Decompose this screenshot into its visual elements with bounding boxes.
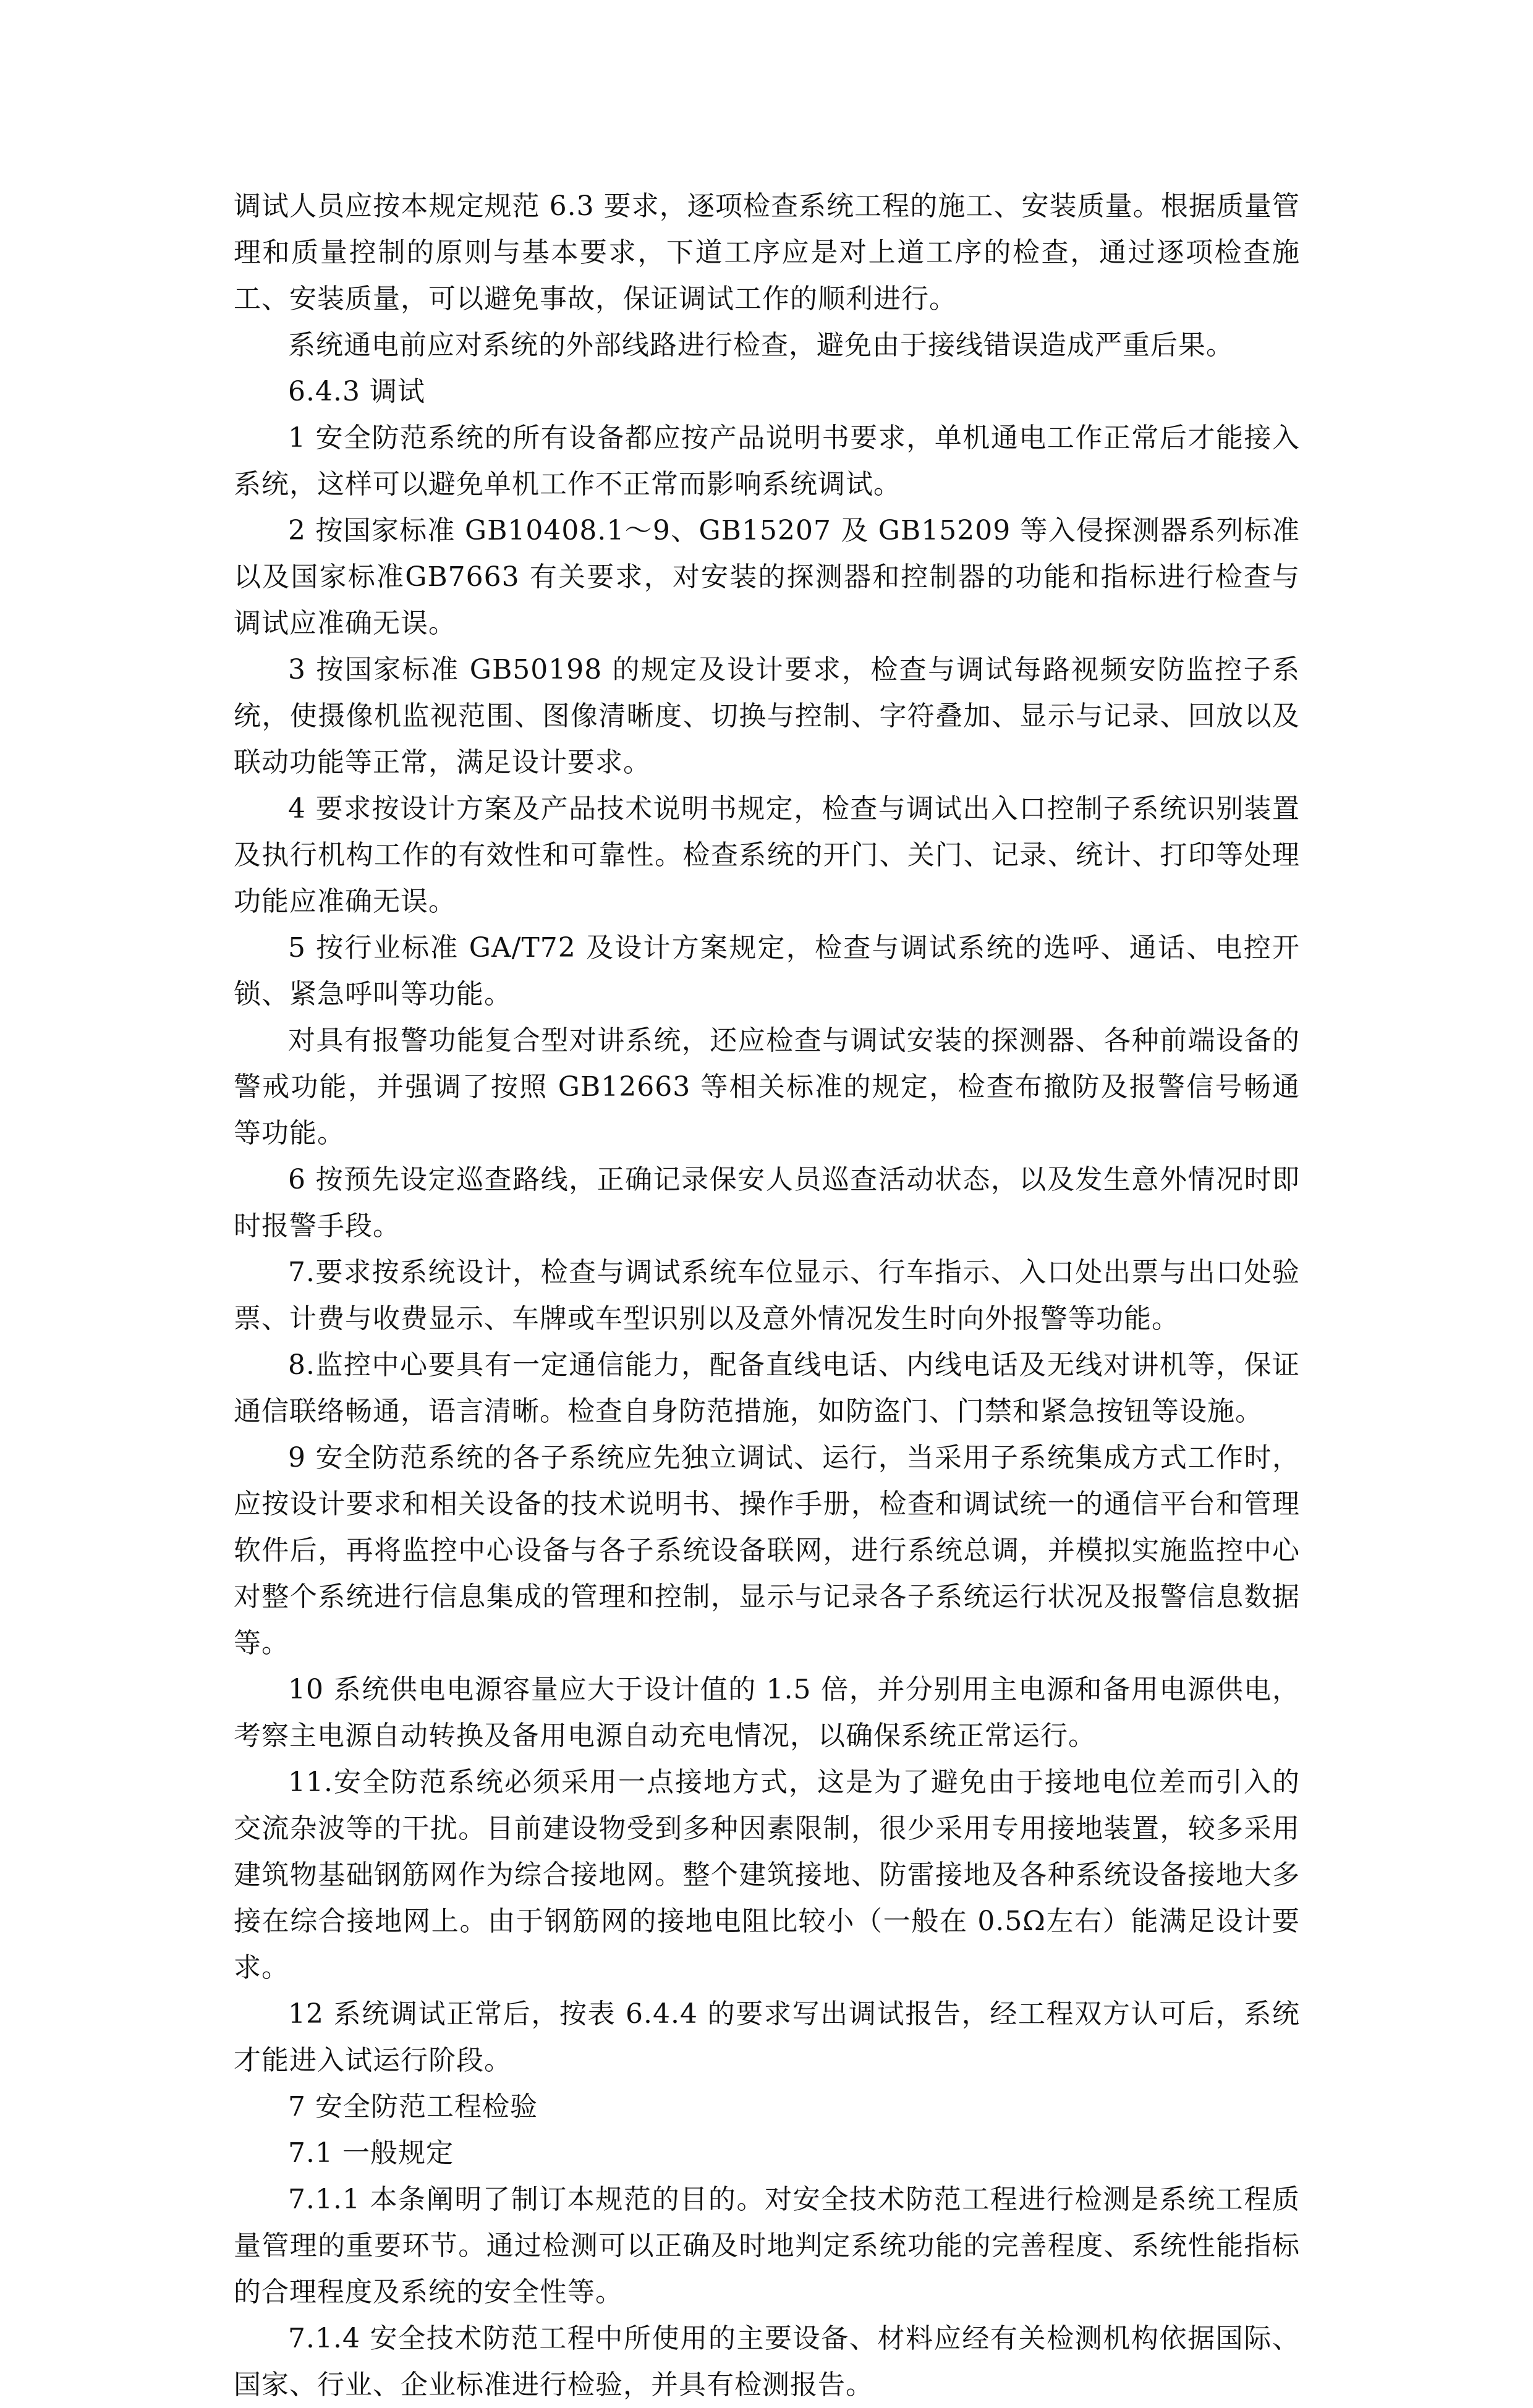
section-heading-7: 7 安全防范工程检验 [288, 2091, 538, 2122]
paragraph-item-11: 11.安全防范系统必须采用一点接地方式，这是为了避免由于接地电位差而引入的交流杂波等的干扰。目前建设物受到多种因素限制，很少采用专用接地装置，较多采用建筑物基础钢筋网作为综合接地网。整个建筑接地、防雷接地及各种系统设备接地大多接在综合接地网上。由于钢筋网的接地电阻比较小（一般在 0.5Ω左右）能满足设计要求。 [234, 1766, 1300, 1983]
paragraph-debug-personnel: 调试人员应按本规定规范 6.3 要求，逐项检查系统工程的施工、安装质量。根据质量管理和质量控制的原则与基本要求，下道工序应是对上道工序的检查，通过逐项检查施工、安装质量，可以避免事故，保证调试工作的顺利进行。 [234, 190, 1300, 315]
paragraph-7-1-1: 7.1.1 本条阐明了制订本规范的目的。对安全技术防范工程进行检测是系统工程质量管理的重要环节。通过检测可以正确及时地判定系统功能的完善程度、系统性能指标的合理程度及系统的安全性等。 [234, 2184, 1300, 2308]
paragraph-7-1-4: 7.1.4 安全技术防范工程中所使用的主要设备、材料应经有关检测机构依据国际、国家、行业、企业标准进行检验，并具有检测报告。 [234, 2323, 1300, 2401]
paragraph-item-8: 8.监控中心要具有一定通信能力，配备直线电话、内线电话及无线对讲机等，保证通信联络畅通，语言清晰。检查自身防范措施，如防盗门、门禁和紧急按钮等设施。 [234, 1349, 1300, 1427]
paragraph-intercom-alarm: 对具有报警功能复合型对讲系统，还应检查与调试安装的探测器、各种前端设备的警戒功能，并强调了按照 GB12663 等相关标准的规定，检查布撤防及报警信号畅通等功能。 [234, 1025, 1300, 1149]
section-heading-7-1: 7.1 一般规定 [288, 2137, 454, 2169]
paragraph-item-6: 6 按预先设定巡查路线，正确记录保安人员巡查活动状态，以及发生意外情况时即时报警手段。 [234, 1164, 1300, 1242]
paragraph-item-2: 2 按国家标准 GB10408.1～9、GB15207 及 GB15209 等入侵探测器系列标准以及国家标准GB7663 有关要求，对安装的探测器和控制器的功能和指标进行检查与调试应准确无误。 [234, 515, 1300, 639]
paragraph-item-1: 1 安全防范系统的所有设备都应按产品说明书要求，单机通电工作正常后才能接入系统，这样可以避免单机工作不正常而影响系统调试。 [234, 422, 1300, 500]
paragraph-item-4: 4 要求按设计方案及产品技术说明书规定，检查与调试出入口控制子系统识别装置及执行机构工作的有效性和可靠性。检查系统的开门、关门、记录、统计、打印等处理功能应准确无误。 [234, 793, 1300, 917]
paragraph-power-on-check: 系统通电前应对系统的外部线路进行检查，避免由于接线错误造成严重后果。 [288, 329, 1234, 361]
paragraph-item-3: 3 按国家标准 GB50198 的规定及设计要求，检查与调试每路视频安防监控子系统，使摄像机监视范围、图像清晰度、切换与控制、字符叠加、显示与记录、回放以及联动功能等正常，满足设计要求。 [234, 654, 1300, 778]
paragraph-item-5: 5 按行业标准 GA/T72 及设计方案规定，检查与调试系统的选呼、通话、电控开锁、紧急呼叫等功能。 [234, 932, 1300, 1010]
paragraph-item-9: 9 安全防范系统的各子系统应先独立调试、运行，当采用子系统集成方式工作时，应按设计要求和相关设备的技术说明书、操作手册，检查和调试统一的通信平台和管理软件后，再将监控中心设备与各子系统设备联网，进行系统总调，并模拟实施监控中心对整个系统进行信息集成的管理和控制，显示与记录各子系统运行状况及报警信息数据等。 [234, 1442, 1300, 1659]
section-heading-6-4-3: 6.4.3 调试 [288, 376, 425, 407]
paragraph-item-10: 10 系统供电电源容量应大于设计值的 1.5 倍，并分别用主电源和备用电源供电，考察主电源自动转换及备用电源自动充电情况，以确保系统正常运行。 [234, 1674, 1300, 1752]
document-body [234, 183, 1300, 2408]
paragraph-item-12: 12 系统调试正常后，按表 6.4.4 的要求写出调试报告，经工程双方认可后，系统才能进入试运行阶段。 [234, 1998, 1300, 2076]
paragraph-item-7: 7.要求按系统设计，检查与调试系统车位显示、行车指示、入口处出票与出口处验票、计费与收费显示、车牌或车型识别以及意外情况发生时向外报警等功能。 [234, 1257, 1300, 1334]
